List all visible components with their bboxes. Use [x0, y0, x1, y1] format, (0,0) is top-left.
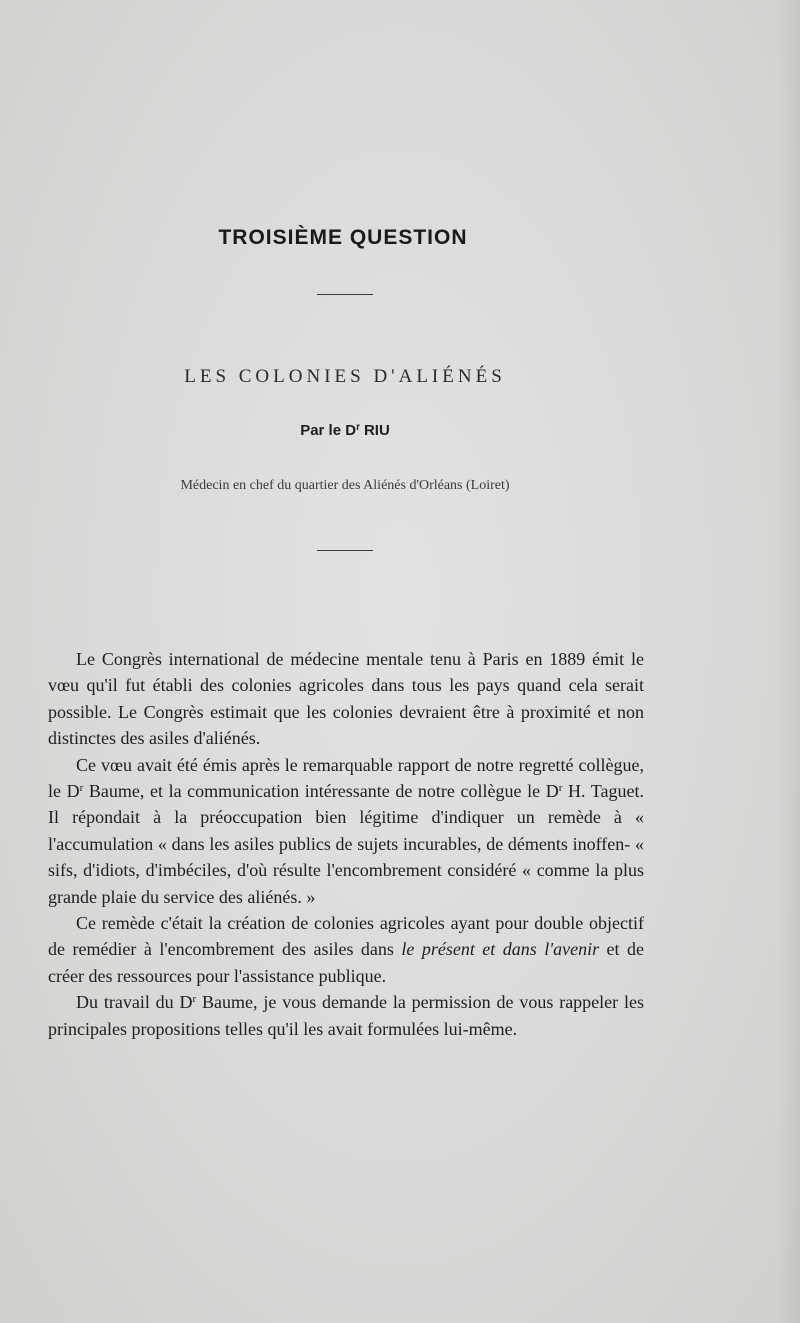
superscript-r: r: [558, 782, 563, 795]
author-superscript: r: [356, 422, 360, 433]
paragraph-3-italic: le présent et dans l'avenir: [401, 939, 600, 960]
author-prefix: Par le D: [300, 422, 357, 439]
paragraph-2-text-c: H. Taguet. Il répondait à la préoccupation bien légitime d'indiquer un remède à « l'accumulation « dans les asiles publics de sujets incurables, de déments inoffen- « sifs, d'idiots, d'imbéciles, d'où résulte l'encombrement considéré « comme la plus grande plaie du service des aliénés. »: [48, 781, 644, 907]
paragraph-2-text-a: Ce vœu avait été émis après le remarquable rapport de notre regretté collègue, le D: [48, 754, 644, 802]
paragraph-2-text-b: Baume, et la communication intéressante de notre collègue le D: [83, 781, 559, 802]
author-line: [0, 422, 690, 439]
paragraph-4: [48, 989, 644, 1042]
author-affiliation: Médecin en chef du quartier des Aliénés d'Orléans (Loiret): [180, 478, 510, 493]
body-text: [48, 646, 644, 1042]
chapter-subtitle: LES COLONIES D'ALIÉNÉS: [184, 366, 506, 387]
paragraph-4-text-b: Baume, je vous demande la permission de vous rappeler les principales propositions telles qu'il les avait formulées lui-même.: [48, 992, 644, 1039]
paragraph-4-text-a: Du travail du D: [76, 992, 193, 1013]
paragraph-3-text-b: et de créer des ressources pour l'assistance publique.: [48, 939, 644, 986]
superscript-r: r: [192, 993, 197, 1006]
page-edge-shadow: [778, 0, 800, 1323]
divider-bottom: [317, 550, 373, 551]
divider-top: [317, 294, 373, 295]
superscript-r: r: [79, 782, 84, 795]
paragraph-1: Le Congrès international de médecine mentale tenu à Paris en 1889 émit le vœu qu'il fut établi des colonies agricoles dans tous les pays quand cela serait possible. Le Congrès estimait que les colonies devraient être à proximité et non distinctes des asiles d'aliénés.: [48, 649, 644, 749]
paragraph-3-text-a: Ce remède c'était la création de colonies agricoles ayant pour double objectif de remédier à l'encombrement des asiles dans: [48, 913, 644, 960]
section-title: TROISIÈME QUESTION: [218, 226, 468, 249]
author-name: RIU: [363, 422, 390, 439]
paragraph-2: [48, 752, 644, 910]
paragraph-3: [48, 910, 644, 989]
